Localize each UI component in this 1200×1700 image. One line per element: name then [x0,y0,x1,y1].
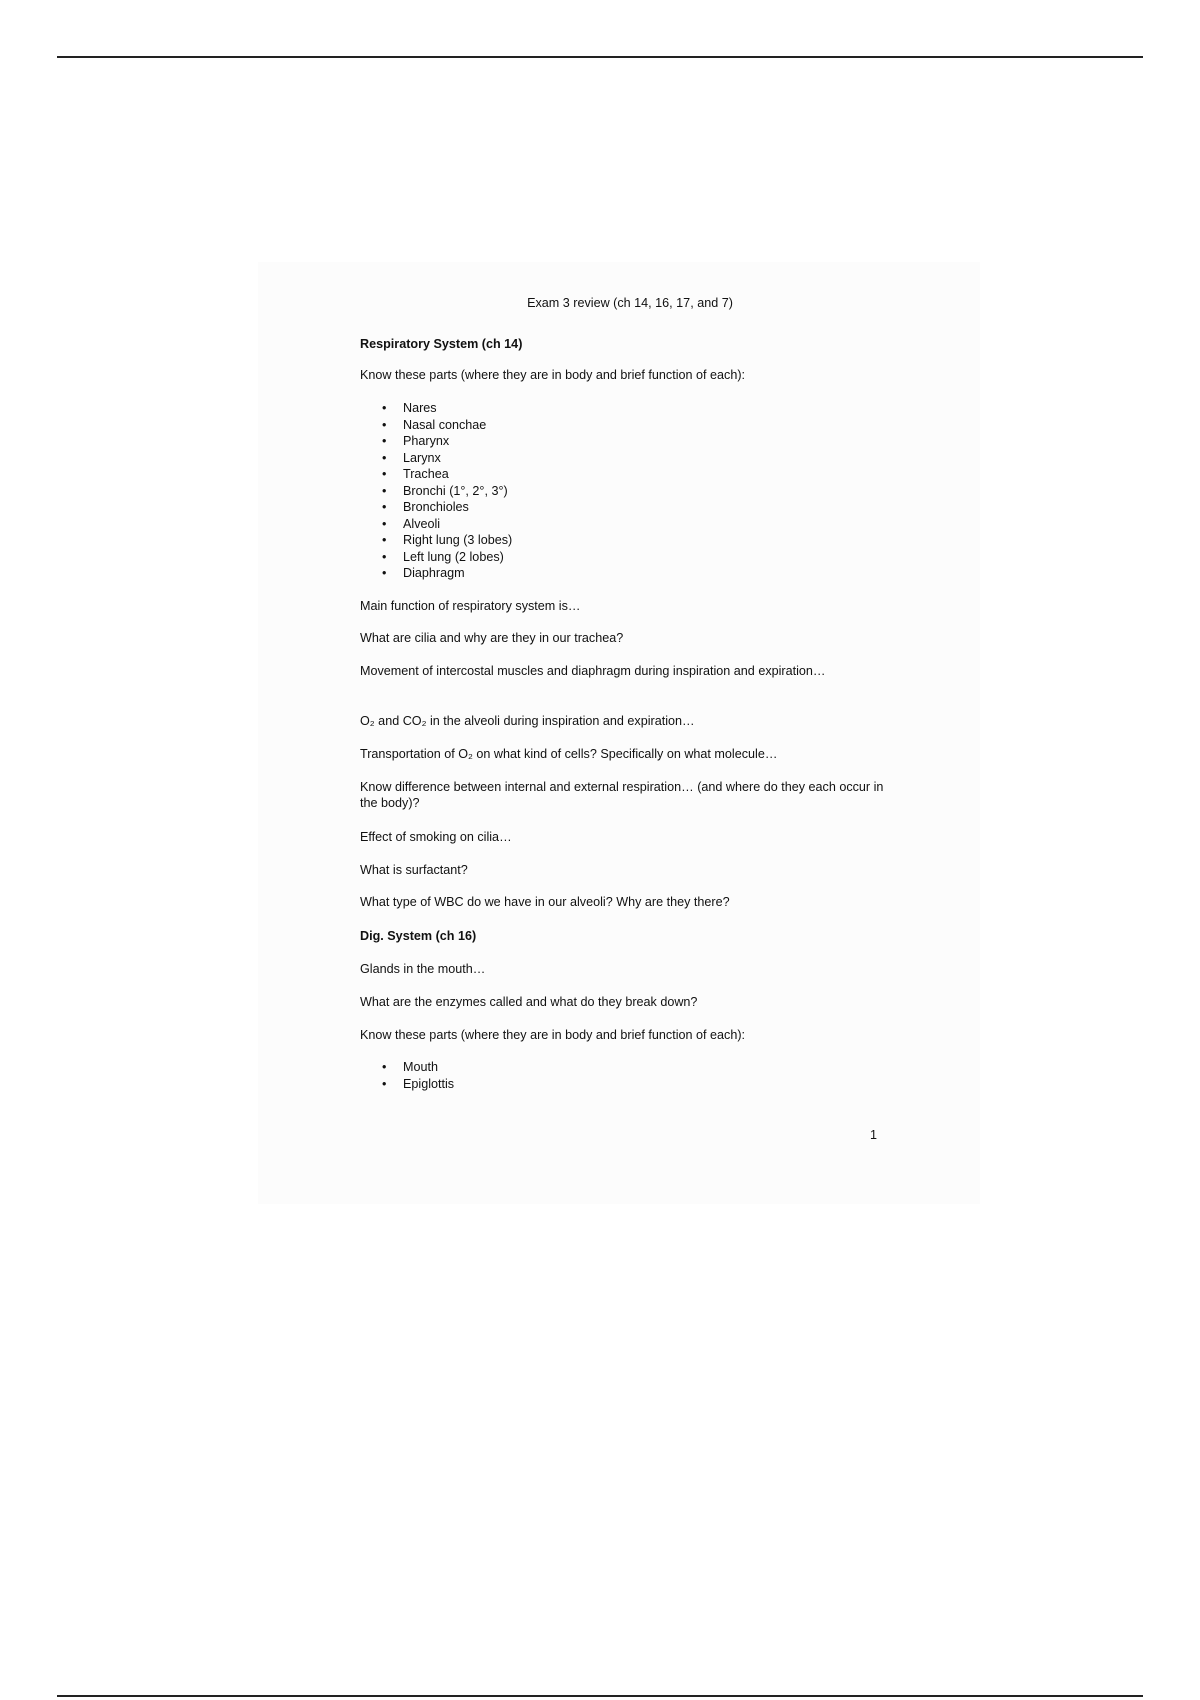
list-item: • Bronchioles [360,499,512,516]
list-item: • Pharynx [360,433,512,450]
page-number: 1 [870,1128,878,1142]
list-item: • Trachea [360,466,512,483]
section-heading-digestive: Dig. System (ch 16) [360,929,477,943]
list-item: • Left lung (2 lobes) [360,549,512,566]
question-cilia: What are cilia and why are they in our trachea? [360,631,624,645]
question-oxygen-transport: Transportation of O₂ on what kind of cells? Specifically on what molecule… [360,747,778,761]
list-item: • Nasal conchae [360,417,512,434]
question-gas-exchange: O₂ and CO₂ in the alveoli during inspiration and expiration… [360,714,695,728]
question-intercostal-muscles: Movement of intercostal muscles and diaphragm during inspiration and expiration… [360,664,826,678]
list-item: • Epiglottis [360,1076,454,1093]
list-item: • Bronchi (1°, 2°, 3°) [360,483,512,500]
list-item: • Diaphragm [360,565,512,582]
list-item: • Mouth [360,1059,454,1076]
document-title: Exam 3 review (ch 14, 16, 17, and 7) [527,296,733,310]
question-alveolar-wbc: What type of WBC do we have in our alveoli? Why are they there? [360,895,730,909]
top-rule [57,56,1143,58]
question-surfactant: What is surfactant? [360,863,468,877]
respiratory-parts-intro: Know these parts (where they are in body and brief function of each): [360,368,746,382]
list-item: • Larynx [360,450,512,467]
list-item: • Right lung (3 lobes) [360,532,512,549]
question-internal-external-respiration: Know difference between internal and external respiration… (and where do they each occur in the body)? [360,780,884,810]
list-item: • Alveoli [360,516,512,533]
list-item: • Nares [360,400,512,417]
question-smoking-cilia: Effect of smoking on cilia… [360,830,512,844]
question-main-function: Main function of respiratory system is… [360,599,581,613]
question-mouth-glands: Glands in the mouth… [360,962,486,976]
respiratory-parts-list [360,400,512,582]
digestive-parts-intro: Know these parts (where they are in body and brief function of each): [360,1028,746,1042]
bottom-rule [57,1695,1143,1697]
digestive-parts-list [360,1059,454,1092]
question-enzymes: What are the enzymes called and what do they break down? [360,995,698,1009]
section-heading-respiratory: Respiratory System (ch 14) [360,337,523,351]
document-page [258,262,980,1204]
